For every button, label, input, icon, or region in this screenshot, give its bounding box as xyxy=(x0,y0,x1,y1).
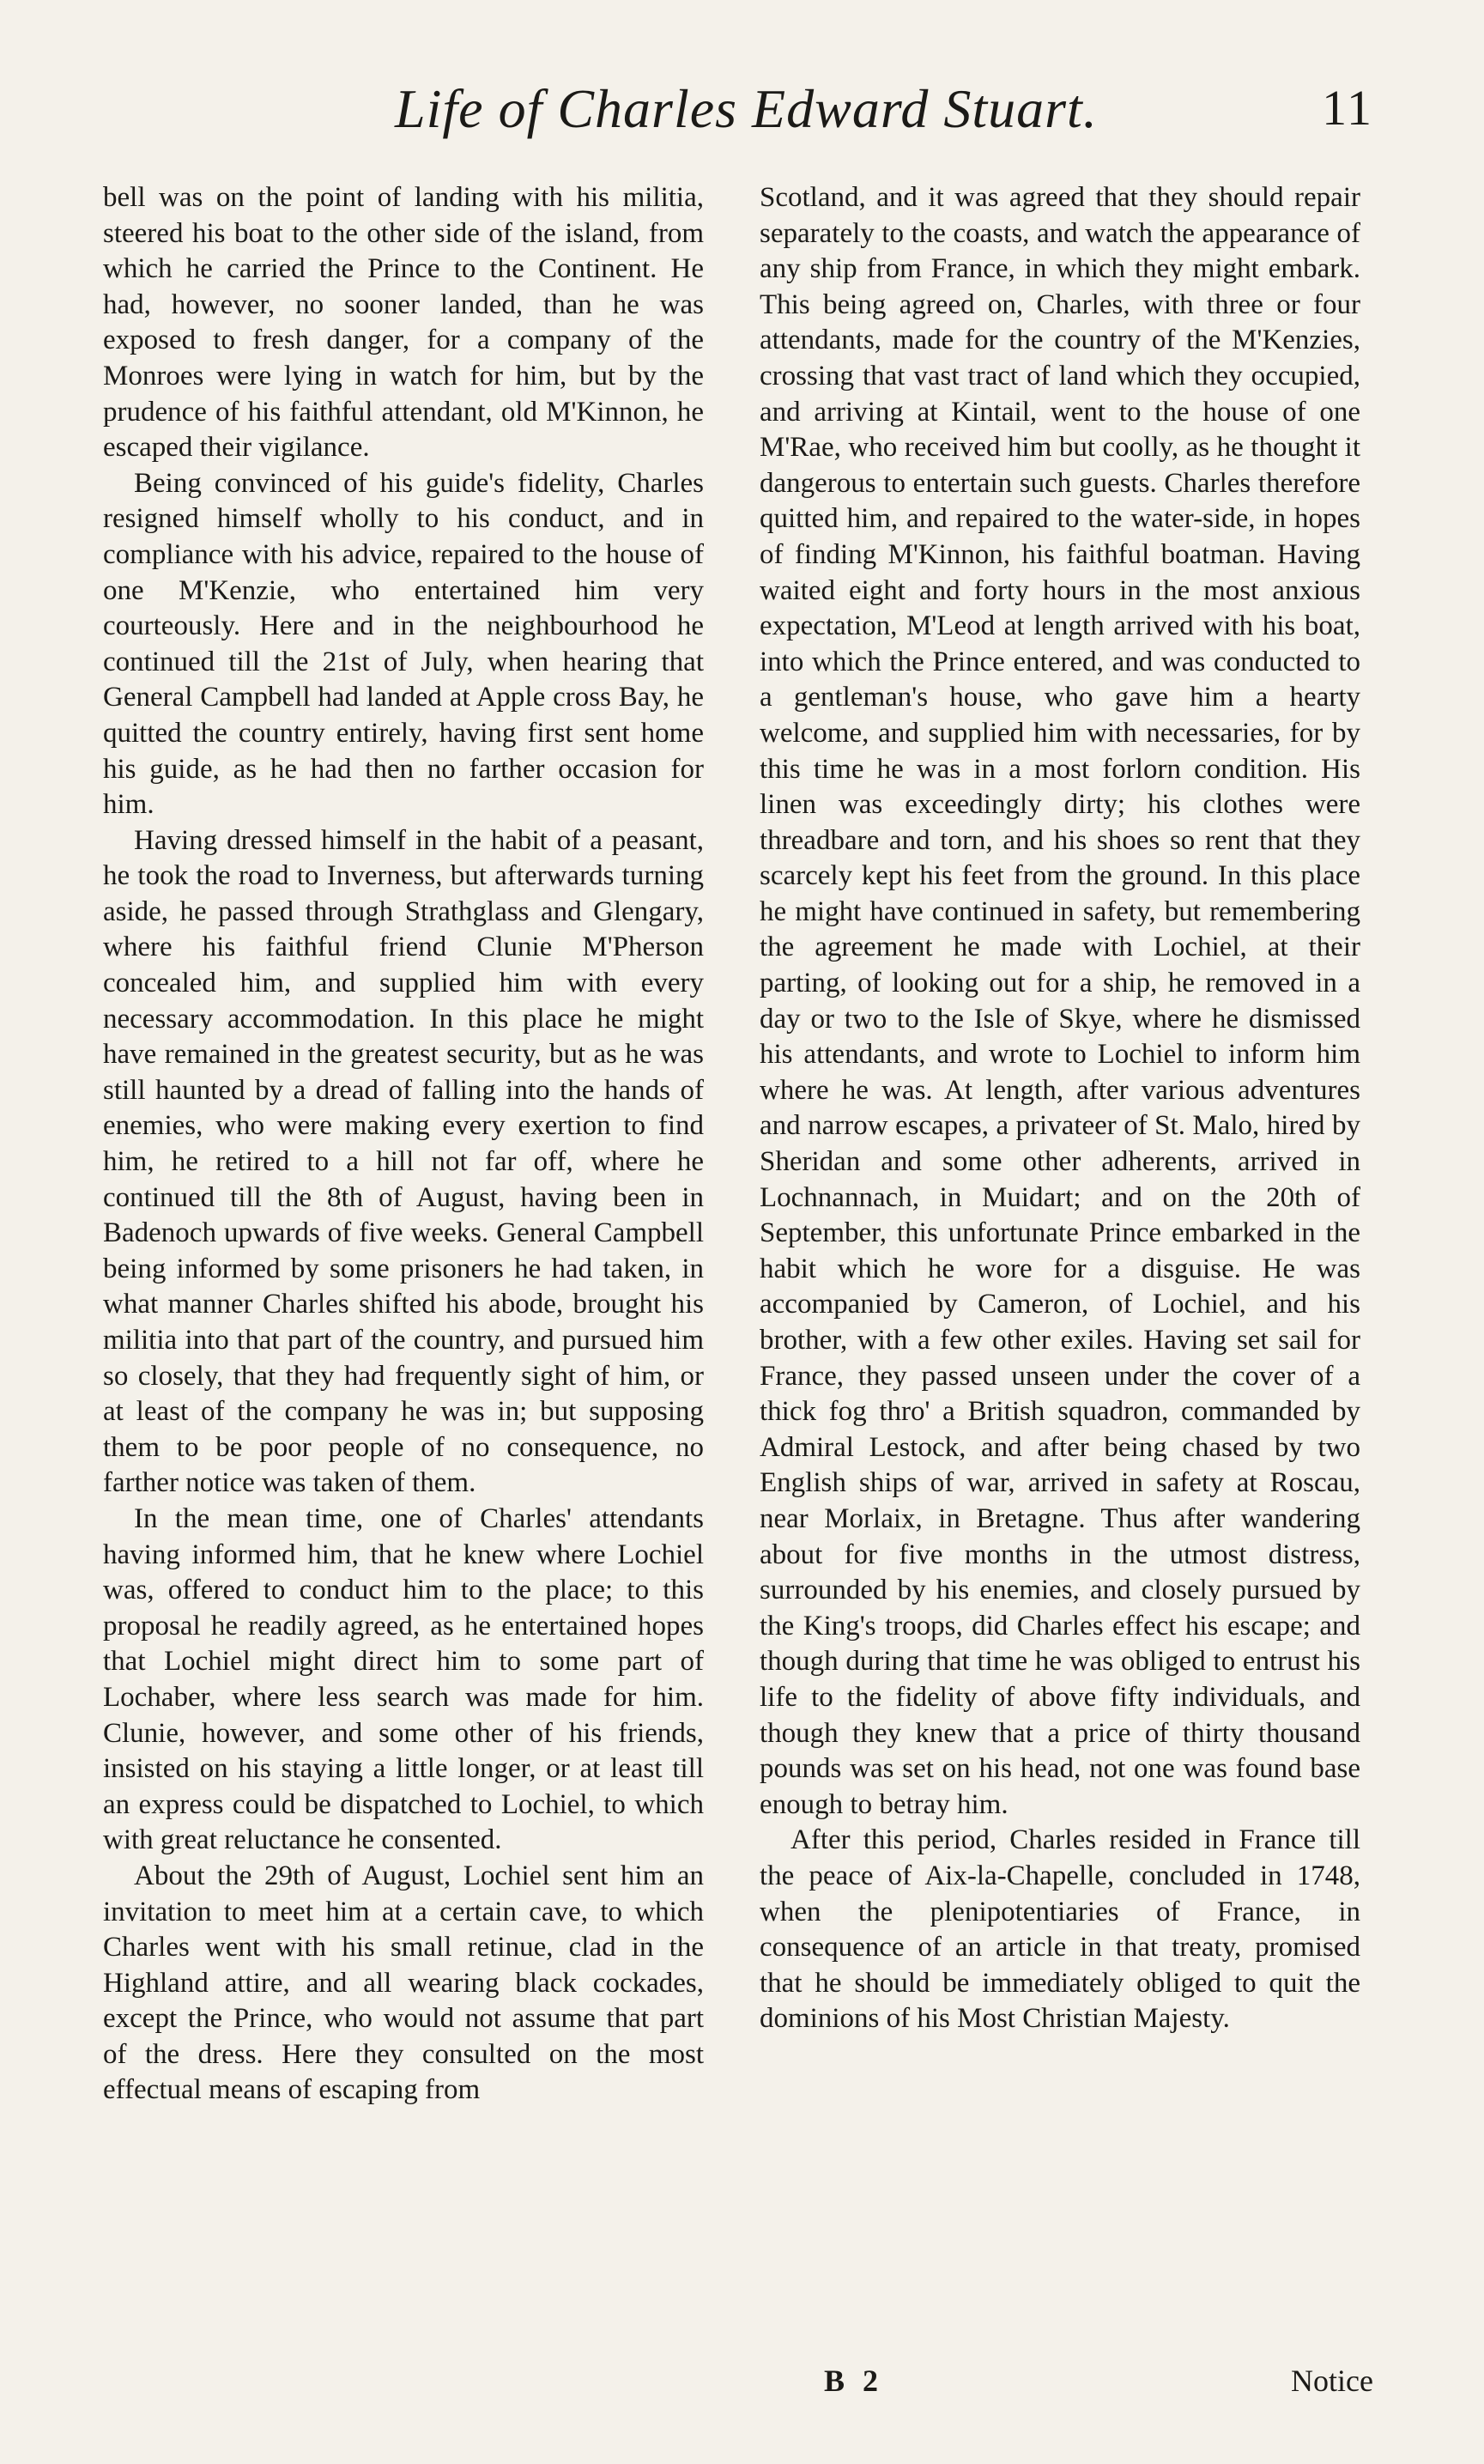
left-column xyxy=(103,180,704,2309)
paragraph: About the 29th of August, Lochiel sent him an invitation to meet him at a certain cave, to which Charles went with his small retinue, clad in the Highland attire, and all wearing black cockades, except the Prince, who would not assume that part of the dress. Here they consulted on the most effectual means of escaping from xyxy=(103,1860,704,2106)
paragraph: Having dressed himself in the habit of a peasant, he took the road to Inverness, but afterwards turning aside, he passed through Strathglass and Glengary, where his faithful friend Clunie M'Pherson concealed him, and supplied him with every necessary accommodation. In this place he might have remained in the greatest security, but as he was still haunted by a dread of falling into the hands of enemies, who were making every exertion to find him, he retired to a hill not far off, where he continued till the 8th of August, having been in Badenoch upwards of five weeks. General Campbell being informed by some prisoners he had taken, in what manner Charles shifted his abode, brought his militia into that part of the country, and pursued him so closely, that they had frequently sight of him, or at least of the company he was in; but supposing them to be poor people of no consequence, no farther notice was taken of them. xyxy=(103,824,704,1499)
page-header xyxy=(103,77,1373,155)
running-title: Life of Charles Edward Stuart. xyxy=(395,78,1098,139)
signature-mark: B 2 xyxy=(824,2364,884,2398)
paragraph: Scotland, and it was agreed that they should repair separately to the coasts, and watch the appearance of any ship from France, in which they might embark. This being agreed on, Charles, with three or four attendants, made for the country of the M'Kenzies, crossing that vast tract of land which they occupied, and arriving at Kintail, went to the house of one M'Rae, who received him but coolly, as he thought it dangerous to entertain such guests. Charles therefore quitted him, and repaired to the water-side, in hopes of finding M'Kinnon, his faithful boatman. Having waited eight and forty hours in the most anxious expectation, M'Leod at length arrived with his boat, into which the Prince entered, and was conducted to a gentleman's house, who gave him a hearty welcome, and supplied him with necessaries, for by this time he was in a most forlorn condition. His linen was exceedingly dirty; his clothes were threadbare and torn, and his shoes so rent that they scarcely kept his feet from the ground. In this place he might have continued in safety, but remembering the agreement he made with Lochiel, at their parting, of looking out for a ship, he removed in a day or two to the Isle of Skye, where he dismissed his attendants, and wrote to Lochiel to inform him where he was. At length, after various adventures and narrow escapes, a privateer of St. Malo, hired by Sheridan and some other adherents, arrived in Lochnannach, in Muidart; and on the 20th of September, this unfortunate Prince embarked in the habit which he wore for a disguise. He was accompanied by Cameron, of Lochiel, and his brother, with a few other exiles. Having set sail for France, they passed unseen under the cover of a thick fog thro' a British squadron, commanded by Admiral Lestock, and after being chased by two English ships of war, arrived in safety at Roscau, near Morlaix, in Bretagne. Thus after wandering about for five months in the utmost distress, surrounded by his enemies, and closely pursued by the King's troops, did Charles effect his escape; and though during that time he was obliged to entrust his life to the fidelity of above fifty individuals, and though they knew that a price of thirty thousand pounds was set on his head, not one was found base enough to betray him. xyxy=(760,182,1360,1820)
page-footer xyxy=(103,2363,1373,2414)
page-number: 11 xyxy=(1322,80,1373,136)
right-column xyxy=(760,180,1360,2309)
paragraph: bell was on the point of landing with his militia, steered his boat to the other side of the island, from which he carried the Prince to the Continent. He had, however, no sooner landed, than he was exposed to fresh danger, for a company of the Monroes were lying in watch for him, but by the prudence of his faithful attendant, old M'Kinnon, he escaped their vigilance. xyxy=(103,182,704,464)
paragraph: After this period, Charles resided in France till the peace of Aix-la-Chapelle, concluded in 1748, when the plenipotentiaries of France, in consequence of an article in that treaty, promised that he should be immediately obliged to quit the dominions of his Most Christian Majesty. xyxy=(760,1824,1360,2035)
paragraph: In the mean time, one of Charles' attendants having informed him, that he knew where Lochiel was, offered to conduct him to the place; to this proposal he readily agreed, as he entertained hopes that Lochiel might direct him to some part of Lochaber, where less search was made for him. Clunie, however, and some other of his friends, insisted on his staying a little longer, or at least till an express could be dispatched to Lochiel, to which with great reluctance he consented. xyxy=(103,1502,704,1856)
catchword: Notice xyxy=(1291,2364,1373,2398)
paragraph: Being convinced of his guide's fidelity, Charles resigned himself wholly to his conduct, and in compliance with his advice, repaired to the house of one M'Kenzie, who entertained him very courteously. Here and in the neighbourhood he continued till the 21st of July, when hearing that General Campbell had landed at Apple cross Bay, he quitted the country entirely, having first sent home his guide, as he had then no farther occasion for him. xyxy=(103,467,704,821)
